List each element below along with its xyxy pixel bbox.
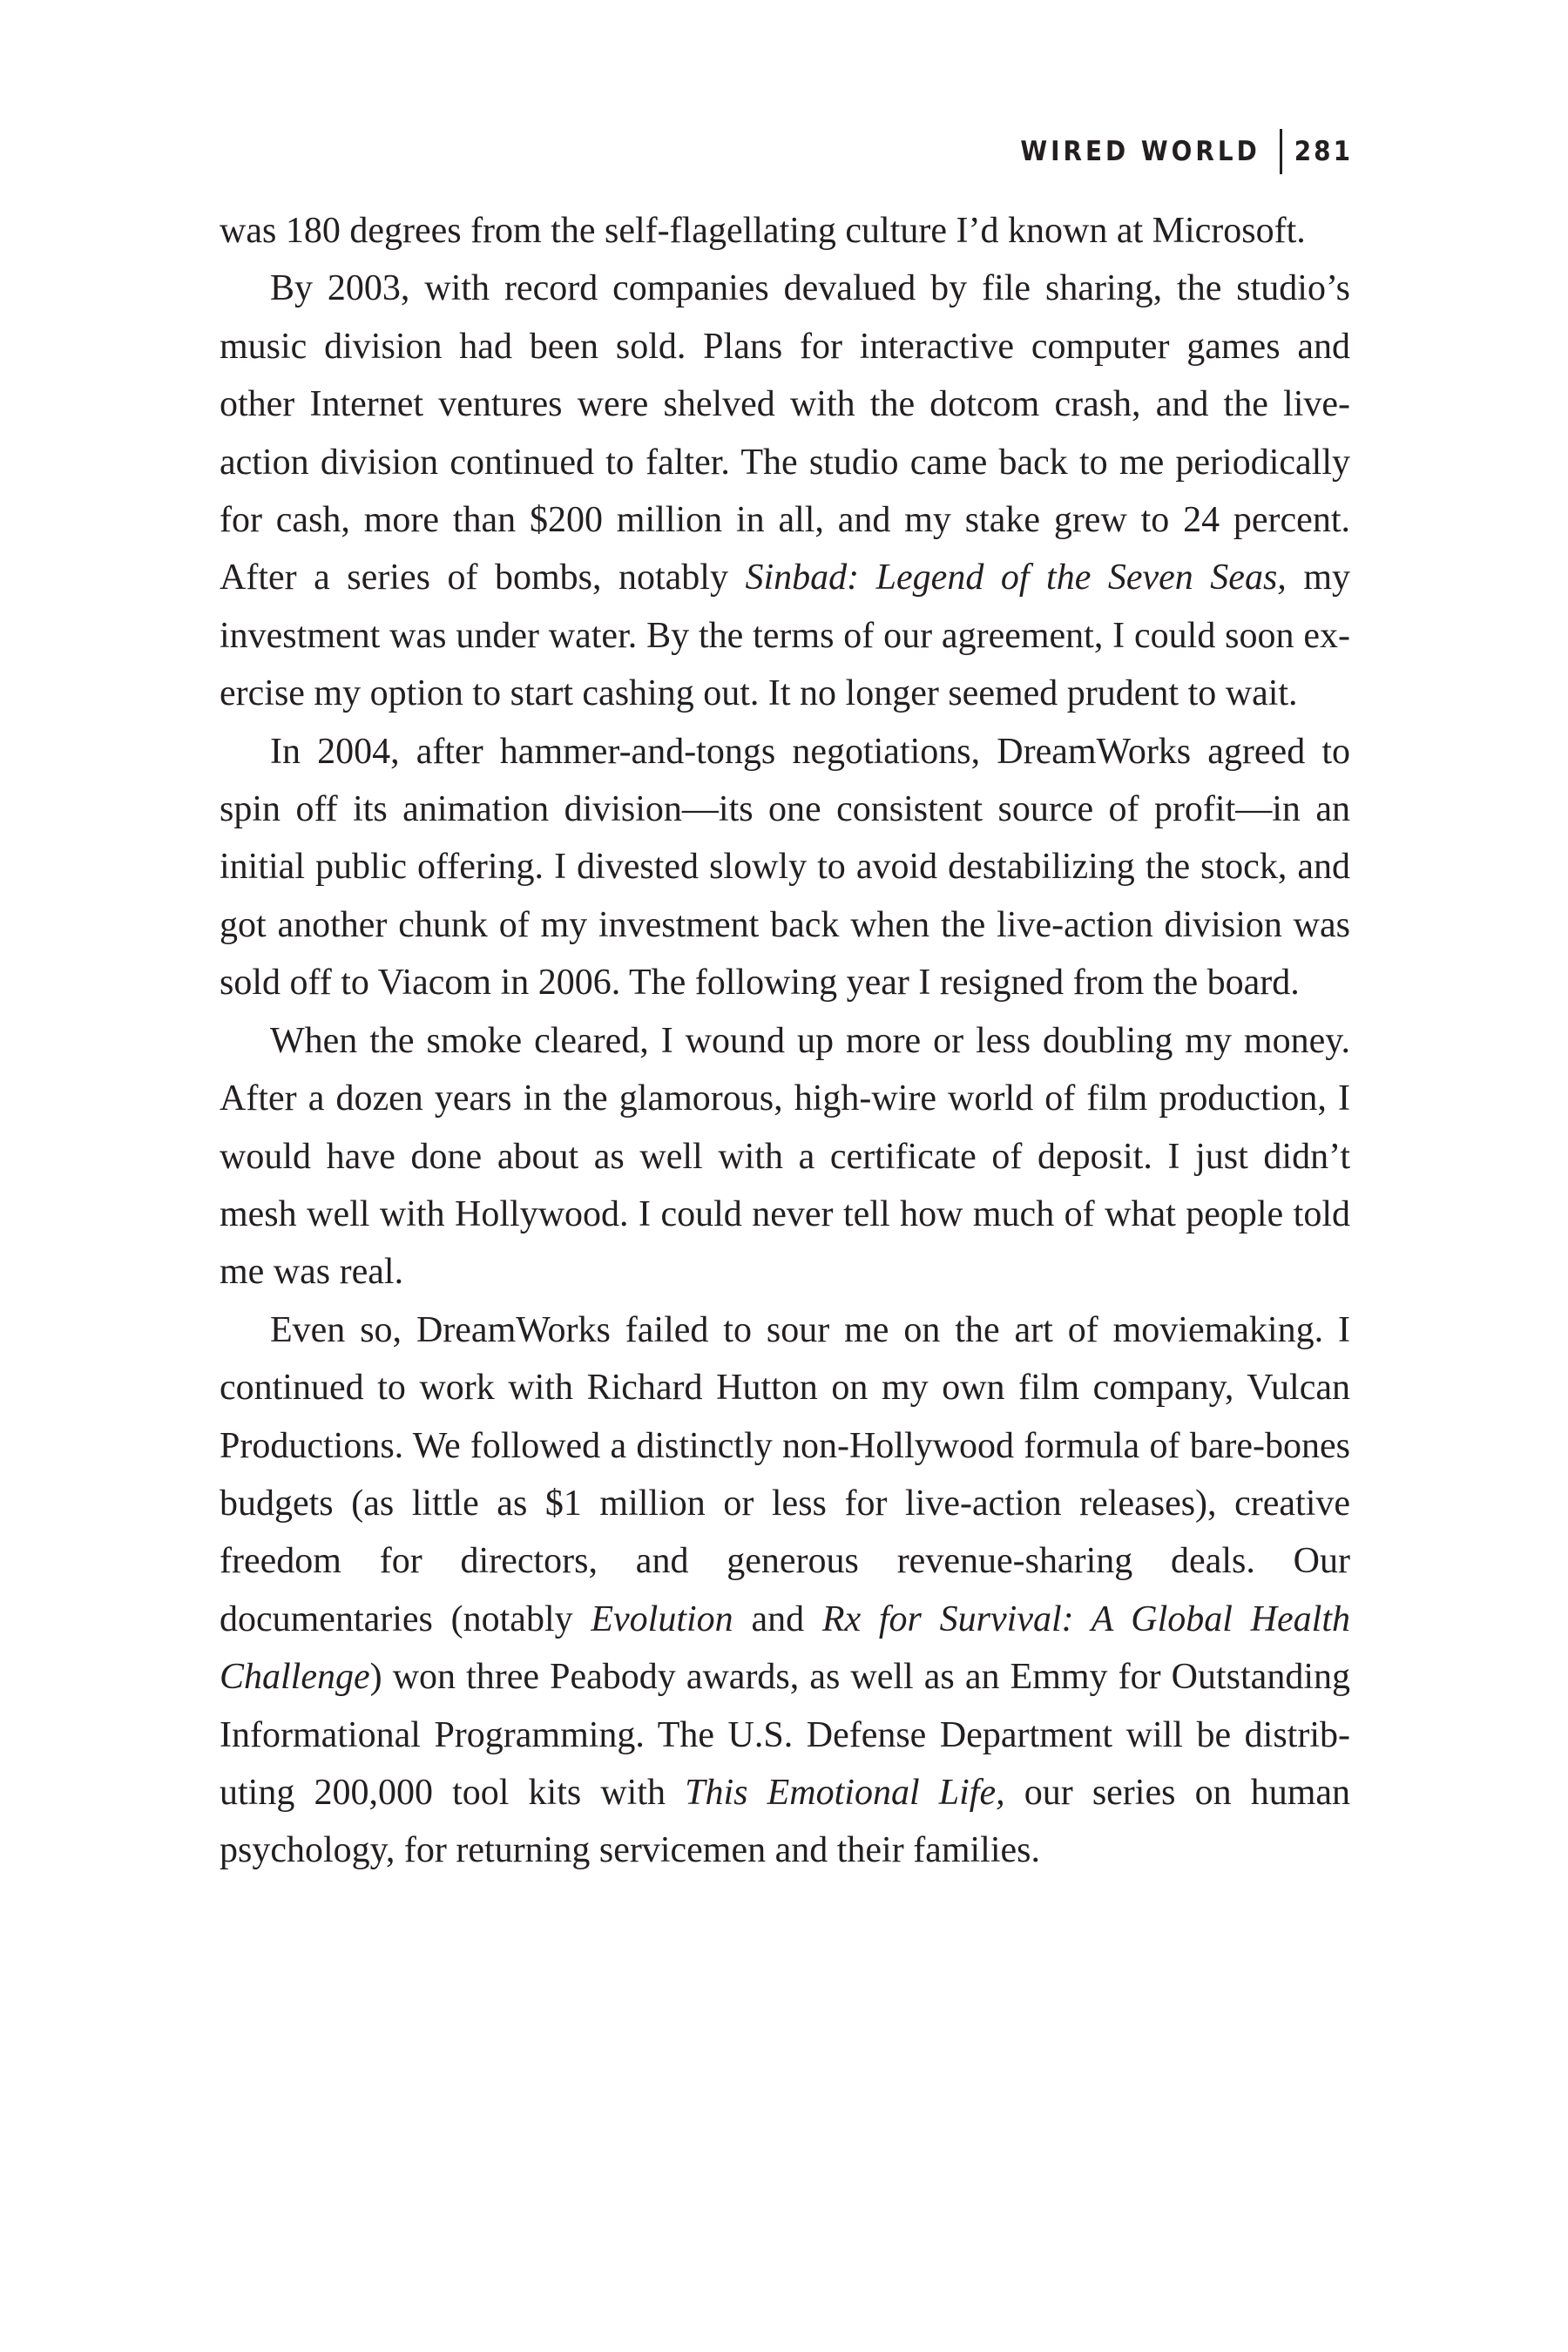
text-run: was 180 degrees from the self-flagellating culture I’d known at Microsoft.	[220, 211, 1306, 251]
book-title-italic: Sinbad: Legend of the Seven Seas,	[745, 558, 1287, 598]
paragraph-4	[220, 1012, 1350, 1301]
text-run: our series on human psychology, for returning servicemen and their families.	[220, 1772, 1351, 1871]
text-run: When the smoke cleared, I wound up more or less doubling my money. After a dozen years in the glamorous, high-wire world of film production, I would have done about as well with a certificate of deposit. I just didn’t mesh well with Hollywood. I could never tell how much of what people told me was real.	[220, 1020, 1350, 1293]
running-head	[1020, 129, 1353, 174]
text-run: ) won three Peabody awards, as well as an Emmy for Outstanding Informational Programming. The U.S. Defense Department will be distributing 200,000 tool kits with	[220, 1657, 1350, 1813]
documentary-title-italic: Evolution	[591, 1598, 733, 1639]
running-head-title: WIRED WORLD	[1020, 136, 1260, 167]
running-head-divider	[1280, 129, 1282, 174]
paragraph-1	[220, 202, 1350, 260]
series-title-italic: This Emotional Life,	[685, 1772, 1005, 1813]
documentary-title-italic: Rx for Survival: A Global Health Challenge	[220, 1598, 1350, 1698]
paragraph-2	[220, 260, 1350, 722]
text-run: By 2003, with record companies devalued by file sharing, the studio’s music division had been sold. Plans for interactive computer games and other Internet ventures were shelved with the dotcom crash, and the live-action division continued to falter. The studio came back to me periodically for cash, more than $200 million in all, and my stake grew to 24 percent. After a series of bombs, notably	[220, 268, 1350, 598]
text-run: Even so, DreamWorks failed to sour me on the art of moviemaking. I continued to work with Richard Hutton on my own film company, Vulcan Productions. We followed a distinctly non-Hollywood formula of bare-bones budgets (as little as $1 million or less for live-action releases), creative freedom for directors, and generous revenue-sharing deals. Our documentaries (notably	[220, 1309, 1350, 1639]
text-run: In 2004, after hammer-and-tongs negotiations, DreamWorks agreed to spin off its animation division—its one consistent source of profit—in an initial public offering. I divested slowly to avoid destabilizing the stock, and got another chunk of my investment back when the live-action division was sold off to Viacom in 2006. The following year I resigned from the board.	[220, 731, 1350, 1004]
paragraph-5	[220, 1301, 1350, 1880]
page-number: 281	[1294, 136, 1353, 167]
paragraph-3	[220, 723, 1350, 1012]
text-run: and	[733, 1598, 822, 1639]
body-text	[220, 202, 1350, 1880]
text-run: my investment was under water. By the terms of our agreement, I could soon exercise my option to start cashing out. It no longer seemed prudent to wait.	[220, 558, 1351, 714]
